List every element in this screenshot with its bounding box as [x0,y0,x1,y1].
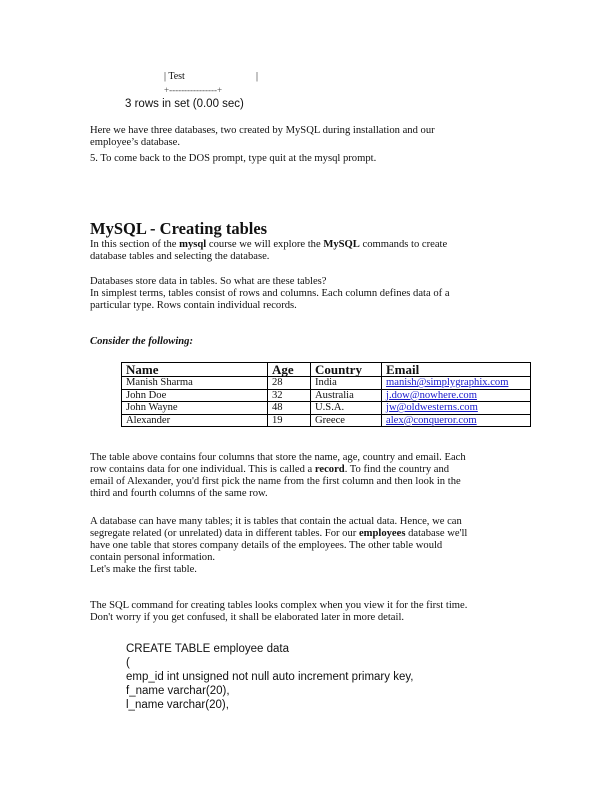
text-bold: record [314,464,345,475]
text: database we'll [405,528,468,539]
line: have one table that stores company details of the employees. The other table would [90,540,443,551]
section-heading: MySQL - Creating tables [90,219,268,238]
paragraph-tables [90,276,522,312]
paragraph-databases [90,125,522,165]
cell: John Wayne [122,402,268,415]
email-link[interactable]: j.dow@nowhere.com [386,389,477,401]
text: segregate related (or unrelated) data in different tables. For our [90,528,359,539]
cell: John Doe [122,389,268,402]
text-bold: mysql [179,239,207,250]
header-name: Name [122,363,268,377]
code-line: CREATE TABLE employee data [126,643,289,655]
table-row [122,389,531,402]
code-line: f_name varchar(20), [126,685,230,697]
table-header-row [122,363,531,377]
paragraph-sql-command [90,600,522,624]
cell: Australia [311,389,382,402]
code-line: l_name varchar(20), [126,699,229,711]
paragraph-many-tables [90,516,522,576]
output-row [164,71,259,82]
paragraph-intro [90,239,522,263]
cell: Greece [311,414,382,427]
text: . To find the country and [344,464,450,475]
header-age: Age [268,363,311,377]
table-row [122,414,531,427]
example-table [121,362,531,427]
text: course we will explore the [206,239,324,250]
code-block [126,642,413,712]
line: Databases store data in tables. So what are these tables? [90,276,327,287]
code-line: ( [126,657,130,669]
paragraph-table-explanation [90,452,522,500]
line: contain personal information. [90,552,216,563]
cell: 32 [268,389,311,402]
email-link[interactable]: manish@simplygraphix.com [386,377,509,388]
text-bold: MySQL [323,239,360,250]
header-email: Email [382,363,531,377]
output-row-end: | [256,71,259,82]
line: Don't worry if you get confused, it shall be elaborated later in more detail. [90,612,405,623]
line: employee’s database. [90,137,181,148]
line: The SQL command for creating tables looks complex when you view it for the first time. [90,600,468,611]
line: email of Alexander, you'd first pick the name from the first column and then look in the [90,476,461,487]
line: Here we have three databases, two created by MySQL during installation and our [90,125,435,136]
line: third and fourth columns of the same row. [90,488,268,499]
cell: U.S.A. [311,402,382,415]
cell: Manish Sharma [122,377,268,390]
output-border: +----------------+ [164,85,223,95]
email-link[interactable]: jw@oldwesterns.com [386,402,478,413]
line: Let's make the first table. [90,564,197,575]
code-line: emp_id int unsigned not null auto increment primary key, [126,671,414,683]
line: In simplest terms, tables consist of rows and columns. Each column defines data of a [90,288,450,299]
cell: Alexander [122,414,268,427]
header-country: Country [311,363,382,377]
email-link[interactable]: alex@conqueror.com [386,414,477,426]
cell: 19 [268,414,311,427]
cell: 28 [268,377,311,390]
line: A database can have many tables; it is tables that contain the actual data. Hence, we can [90,516,462,527]
text: In this section of the [90,239,180,250]
step-5: 5. To come back to the DOS prompt, type quit at the mysql prompt. [90,153,377,164]
cell: 48 [268,402,311,415]
consider-label: Consider the following: [90,336,194,347]
line: database tables and selecting the database. [90,251,270,262]
text-bold: employees [358,528,406,539]
line: particular type. Rows contain individual records. [90,300,297,311]
output-row-text: | Test [164,71,185,82]
output-summary: 3 rows in set (0.00 sec) [125,98,244,110]
table-row [122,377,531,390]
table-row [122,402,531,415]
text: commands to create [359,239,448,250]
cell: India [311,377,382,390]
text: row contains data for one individual. This is called a [90,464,315,475]
line: The table above contains four columns that store the name, age, country and email. Each [90,452,466,463]
